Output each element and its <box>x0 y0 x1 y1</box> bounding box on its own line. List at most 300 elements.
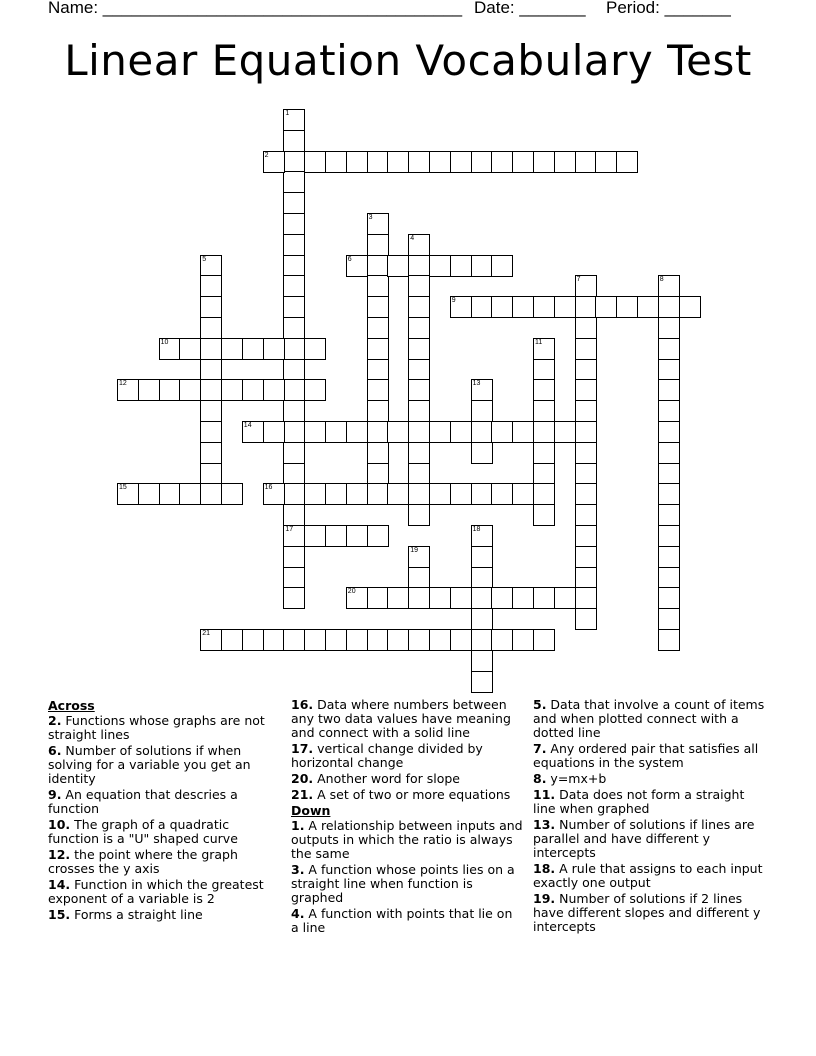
cell-letter-input[interactable] <box>264 630 284 650</box>
crossword-cell[interactable] <box>242 338 264 360</box>
crossword-cell[interactable] <box>367 442 389 464</box>
crossword-cell[interactable] <box>325 525 347 547</box>
cell-letter-input[interactable] <box>409 505 429 525</box>
cell-letter-input[interactable] <box>659 484 679 504</box>
cell-letter-input[interactable] <box>513 630 533 650</box>
crossword-cell[interactable] <box>471 151 493 173</box>
cell-letter-input[interactable] <box>284 256 304 276</box>
cell-letter-input[interactable] <box>617 297 637 317</box>
cell-letter-input[interactable] <box>534 588 554 608</box>
cell-letter-input[interactable] <box>284 505 304 525</box>
crossword-cell[interactable] <box>221 483 243 505</box>
cell-letter-input[interactable] <box>576 464 596 484</box>
crossword-cell[interactable] <box>408 400 430 422</box>
cell-letter-input[interactable] <box>201 464 221 484</box>
cell-letter-input[interactable] <box>451 630 471 650</box>
cell-letter-input[interactable] <box>368 422 388 442</box>
cell-letter-input[interactable] <box>284 172 304 192</box>
crossword-cell[interactable] <box>367 400 389 422</box>
crossword-cell[interactable] <box>304 629 326 651</box>
cell-letter-input[interactable] <box>659 547 679 567</box>
cell-letter-input[interactable] <box>409 568 429 588</box>
cell-letter-input[interactable] <box>409 484 429 504</box>
cell-letter-input[interactable] <box>139 380 159 400</box>
cell-letter-input[interactable] <box>305 152 325 172</box>
cell-letter-input[interactable] <box>368 630 388 650</box>
crossword-cell[interactable] <box>283 504 305 526</box>
crossword-cell[interactable] <box>367 296 389 318</box>
crossword-cell[interactable] <box>200 296 222 318</box>
crossword-cell[interactable] <box>200 629 222 651</box>
cell-letter-input[interactable] <box>409 422 429 442</box>
crossword-cell[interactable] <box>658 338 680 360</box>
crossword-cell[interactable] <box>283 171 305 193</box>
crossword-cell[interactable] <box>471 255 493 277</box>
cell-letter-input[interactable] <box>451 152 471 172</box>
cell-letter-input[interactable] <box>576 380 596 400</box>
crossword-cell[interactable] <box>367 483 389 505</box>
crossword-cell[interactable] <box>283 275 305 297</box>
crossword-cell[interactable] <box>242 421 264 443</box>
cell-letter-input[interactable] <box>659 526 679 546</box>
cell-letter-input[interactable] <box>409 630 429 650</box>
cell-letter-input[interactable] <box>347 484 367 504</box>
cell-letter-input[interactable] <box>264 422 284 442</box>
crossword-cell[interactable] <box>512 629 534 651</box>
crossword-cell[interactable] <box>367 317 389 339</box>
cell-letter-input[interactable] <box>534 152 554 172</box>
cell-letter-input[interactable] <box>368 318 388 338</box>
cell-letter-input[interactable] <box>555 152 575 172</box>
crossword-cell[interactable] <box>658 400 680 422</box>
cell-letter-input[interactable] <box>409 235 429 255</box>
cell-letter-input[interactable] <box>222 380 242 400</box>
cell-letter-input[interactable] <box>409 380 429 400</box>
cell-letter-input[interactable] <box>472 380 492 400</box>
crossword-cell[interactable] <box>658 525 680 547</box>
crossword-cell[interactable] <box>283 442 305 464</box>
crossword-cell[interactable] <box>283 379 305 401</box>
crossword-cell[interactable] <box>408 151 430 173</box>
cell-letter-input[interactable] <box>659 318 679 338</box>
crossword-cell[interactable] <box>283 359 305 381</box>
cell-letter-input[interactable] <box>368 484 388 504</box>
crossword-cell[interactable] <box>283 317 305 339</box>
crossword-cell[interactable] <box>263 379 285 401</box>
cell-letter-input[interactable] <box>243 339 263 359</box>
cell-letter-input[interactable] <box>284 339 304 359</box>
cell-letter-input[interactable] <box>534 422 554 442</box>
cell-letter-input[interactable] <box>368 443 388 463</box>
cell-letter-input[interactable] <box>284 464 304 484</box>
cell-letter-input[interactable] <box>576 568 596 588</box>
cell-letter-input[interactable] <box>492 422 512 442</box>
cell-letter-input[interactable] <box>596 152 616 172</box>
cell-letter-input[interactable] <box>264 484 284 504</box>
cell-letter-input[interactable] <box>492 297 512 317</box>
cell-letter-input[interactable] <box>472 422 492 442</box>
cell-letter-input[interactable] <box>472 609 492 629</box>
crossword-cell[interactable] <box>658 546 680 568</box>
cell-letter-input[interactable] <box>576 526 596 546</box>
cell-letter-input[interactable] <box>347 152 367 172</box>
crossword-cell[interactable] <box>408 629 430 651</box>
crossword-cell[interactable] <box>408 317 430 339</box>
cell-letter-input[interactable] <box>201 484 221 504</box>
cell-letter-input[interactable] <box>513 484 533 504</box>
cell-letter-input[interactable] <box>409 318 429 338</box>
cell-letter-input[interactable] <box>201 297 221 317</box>
cell-letter-input[interactable] <box>368 464 388 484</box>
crossword-cell[interactable] <box>533 442 555 464</box>
cell-letter-input[interactable] <box>284 588 304 608</box>
name-field[interactable]: Name: ______________________________________ <box>48 0 463 17</box>
crossword-cell[interactable] <box>575 338 597 360</box>
crossword-cell[interactable] <box>263 151 285 173</box>
cell-letter-input[interactable] <box>284 422 304 442</box>
crossword-cell[interactable] <box>346 587 368 609</box>
cell-letter-input[interactable] <box>284 547 304 567</box>
crossword-cell[interactable] <box>658 587 680 609</box>
crossword-cell[interactable] <box>575 359 597 381</box>
crossword-cell[interactable] <box>325 629 347 651</box>
cell-letter-input[interactable] <box>659 422 679 442</box>
cell-letter-input[interactable] <box>368 339 388 359</box>
crossword-cell[interactable] <box>450 483 472 505</box>
cell-letter-input[interactable] <box>659 380 679 400</box>
crossword-cell[interactable] <box>491 483 513 505</box>
cell-letter-input[interactable] <box>409 443 429 463</box>
crossword-cell[interactable] <box>491 587 513 609</box>
crossword-cell[interactable] <box>575 567 597 589</box>
crossword-cell[interactable] <box>159 338 181 360</box>
crossword-cell[interactable] <box>616 296 638 318</box>
cell-letter-input[interactable] <box>305 484 325 504</box>
cell-letter-input[interactable] <box>368 214 388 234</box>
crossword-cell[interactable] <box>346 421 368 443</box>
crossword-cell[interactable] <box>346 151 368 173</box>
crossword-cell[interactable] <box>533 421 555 443</box>
cell-letter-input[interactable] <box>284 630 304 650</box>
cell-letter-input[interactable] <box>617 152 637 172</box>
crossword-cell[interactable] <box>471 421 493 443</box>
crossword-cell[interactable] <box>575 483 597 505</box>
crossword-cell[interactable] <box>429 483 451 505</box>
crossword-cell[interactable] <box>637 296 659 318</box>
cell-letter-input[interactable] <box>430 152 450 172</box>
cell-letter-input[interactable] <box>305 422 325 442</box>
crossword-cell[interactable] <box>491 151 513 173</box>
crossword-cell[interactable] <box>325 483 347 505</box>
crossword-cell[interactable] <box>200 275 222 297</box>
crossword-cell[interactable] <box>200 338 222 360</box>
cell-letter-input[interactable] <box>451 297 471 317</box>
crossword-cell[interactable] <box>575 546 597 568</box>
crossword-cell[interactable] <box>367 525 389 547</box>
cell-letter-input[interactable] <box>472 588 492 608</box>
cell-letter-input[interactable] <box>347 526 367 546</box>
cell-letter-input[interactable] <box>201 276 221 296</box>
cell-letter-input[interactable] <box>243 630 263 650</box>
crossword-cell[interactable] <box>450 296 472 318</box>
cell-letter-input[interactable] <box>472 568 492 588</box>
crossword-cell[interactable] <box>117 483 139 505</box>
cell-letter-input[interactable] <box>139 484 159 504</box>
cell-letter-input[interactable] <box>388 630 408 650</box>
cell-letter-input[interactable] <box>492 152 512 172</box>
cell-letter-input[interactable] <box>451 422 471 442</box>
cell-letter-input[interactable] <box>555 297 575 317</box>
crossword-cell[interactable] <box>200 359 222 381</box>
cell-letter-input[interactable] <box>347 256 367 276</box>
period-field[interactable]: Period: _______ <box>606 0 731 17</box>
cell-letter-input[interactable] <box>409 339 429 359</box>
crossword-cell[interactable] <box>512 296 534 318</box>
crossword-cell[interactable] <box>367 275 389 297</box>
crossword-cell[interactable] <box>471 546 493 568</box>
crossword-cell[interactable] <box>575 400 597 422</box>
cell-letter-input[interactable] <box>180 380 200 400</box>
crossword-cell[interactable] <box>533 359 555 381</box>
cell-letter-input[interactable] <box>534 505 554 525</box>
crossword-cell[interactable] <box>450 255 472 277</box>
crossword-cell[interactable] <box>283 567 305 589</box>
crossword-cell[interactable] <box>512 483 534 505</box>
crossword-cell[interactable] <box>408 421 430 443</box>
cell-letter-input[interactable] <box>451 588 471 608</box>
crossword-cell[interactable] <box>367 359 389 381</box>
crossword-cell[interactable] <box>533 483 555 505</box>
crossword-cell[interactable] <box>533 296 555 318</box>
crossword-cell[interactable] <box>575 587 597 609</box>
cell-letter-input[interactable] <box>388 484 408 504</box>
cell-letter-input[interactable] <box>472 443 492 463</box>
crossword-cell[interactable] <box>512 151 534 173</box>
crossword-cell[interactable] <box>367 587 389 609</box>
cell-letter-input[interactable] <box>284 214 304 234</box>
crossword-cell[interactable] <box>325 421 347 443</box>
crossword-cell[interactable] <box>491 629 513 651</box>
crossword-cell[interactable] <box>658 275 680 297</box>
cell-letter-input[interactable] <box>284 152 304 172</box>
cell-letter-input[interactable] <box>430 422 450 442</box>
cell-letter-input[interactable] <box>409 152 429 172</box>
crossword-cell[interactable] <box>242 379 264 401</box>
crossword-cell[interactable] <box>221 629 243 651</box>
cell-letter-input[interactable] <box>534 401 554 421</box>
crossword-cell[interactable] <box>283 546 305 568</box>
cell-letter-input[interactable] <box>576 401 596 421</box>
crossword-cell[interactable] <box>429 151 451 173</box>
cell-letter-input[interactable] <box>264 380 284 400</box>
cell-letter-input[interactable] <box>243 422 263 442</box>
crossword-cell[interactable] <box>533 587 555 609</box>
cell-letter-input[interactable] <box>472 297 492 317</box>
crossword-cell[interactable] <box>658 296 680 318</box>
cell-letter-input[interactable] <box>534 630 554 650</box>
cell-letter-input[interactable] <box>451 256 471 276</box>
crossword-cell[interactable] <box>491 255 513 277</box>
cell-letter-input[interactable] <box>284 568 304 588</box>
cell-letter-input[interactable] <box>472 256 492 276</box>
cell-letter-input[interactable] <box>513 152 533 172</box>
crossword-cell[interactable] <box>429 255 451 277</box>
crossword-cell[interactable] <box>658 421 680 443</box>
crossword-cell[interactable] <box>346 255 368 277</box>
cell-letter-input[interactable] <box>368 360 388 380</box>
crossword-cell[interactable] <box>554 151 576 173</box>
crossword-cell[interactable] <box>658 504 680 526</box>
cell-letter-input[interactable] <box>576 297 596 317</box>
crossword-cell[interactable] <box>575 504 597 526</box>
crossword-cell[interactable] <box>658 379 680 401</box>
cell-letter-input[interactable] <box>201 630 221 650</box>
cell-letter-input[interactable] <box>472 651 492 671</box>
crossword-cell[interactable] <box>408 338 430 360</box>
crossword-cell[interactable] <box>346 525 368 547</box>
cell-letter-input[interactable] <box>284 297 304 317</box>
cell-letter-input[interactable] <box>201 401 221 421</box>
cell-letter-input[interactable] <box>409 276 429 296</box>
crossword-cell[interactable] <box>554 587 576 609</box>
crossword-cell[interactable] <box>533 504 555 526</box>
cell-letter-input[interactable] <box>576 588 596 608</box>
crossword-cell[interactable] <box>367 151 389 173</box>
cell-letter-input[interactable] <box>555 588 575 608</box>
cell-letter-input[interactable] <box>368 256 388 276</box>
crossword-cell[interactable] <box>387 629 409 651</box>
crossword-cell[interactable] <box>263 421 285 443</box>
cell-letter-input[interactable] <box>222 484 242 504</box>
cell-letter-input[interactable] <box>534 360 554 380</box>
cell-letter-input[interactable] <box>659 360 679 380</box>
crossword-cell[interactable] <box>471 587 493 609</box>
crossword-cell[interactable] <box>304 421 326 443</box>
cell-letter-input[interactable] <box>201 380 221 400</box>
cell-letter-input[interactable] <box>388 152 408 172</box>
cell-letter-input[interactable] <box>201 443 221 463</box>
cell-letter-input[interactable] <box>305 526 325 546</box>
cell-letter-input[interactable] <box>534 297 554 317</box>
crossword-cell[interactable] <box>471 525 493 547</box>
crossword-cell[interactable] <box>200 442 222 464</box>
crossword-cell[interactable] <box>471 671 493 693</box>
crossword-cell[interactable] <box>658 463 680 485</box>
cell-letter-input[interactable] <box>284 318 304 338</box>
crossword-cell[interactable] <box>658 317 680 339</box>
cell-letter-input[interactable] <box>576 276 596 296</box>
crossword-cell[interactable] <box>283 234 305 256</box>
cell-letter-input[interactable] <box>347 630 367 650</box>
crossword-cell[interactable] <box>304 338 326 360</box>
crossword-cell[interactable] <box>575 275 597 297</box>
crossword-cell[interactable] <box>533 629 555 651</box>
crossword-cell[interactable] <box>304 151 326 173</box>
cell-letter-input[interactable] <box>659 339 679 359</box>
crossword-cell[interactable] <box>408 255 430 277</box>
crossword-cell[interactable] <box>533 379 555 401</box>
crossword-cell[interactable] <box>283 421 305 443</box>
crossword-cell[interactable] <box>387 151 409 173</box>
crossword-cell[interactable] <box>450 587 472 609</box>
cell-letter-input[interactable] <box>388 588 408 608</box>
crossword-cell[interactable] <box>408 275 430 297</box>
cell-letter-input[interactable] <box>659 630 679 650</box>
crossword-cell[interactable] <box>658 483 680 505</box>
crossword-cell[interactable] <box>283 400 305 422</box>
crossword-cell[interactable] <box>387 421 409 443</box>
crossword-cell[interactable] <box>658 608 680 630</box>
crossword-cell[interactable] <box>138 379 160 401</box>
crossword-cell[interactable] <box>283 255 305 277</box>
cell-letter-input[interactable] <box>305 380 325 400</box>
crossword-cell[interactable] <box>408 463 430 485</box>
crossword-cell[interactable] <box>283 463 305 485</box>
crossword-cell[interactable] <box>138 483 160 505</box>
crossword-cell[interactable] <box>221 338 243 360</box>
cell-letter-input[interactable] <box>201 360 221 380</box>
cell-letter-input[interactable] <box>451 484 471 504</box>
crossword-cell[interactable] <box>221 379 243 401</box>
cell-letter-input[interactable] <box>472 401 492 421</box>
crossword-cell[interactable] <box>408 234 430 256</box>
cell-letter-input[interactable] <box>513 588 533 608</box>
cell-letter-input[interactable] <box>388 256 408 276</box>
crossword-cell[interactable] <box>387 483 409 505</box>
crossword-cell[interactable] <box>554 296 576 318</box>
date-field[interactable]: Date: _______ <box>474 0 586 17</box>
cell-letter-input[interactable] <box>368 297 388 317</box>
cell-letter-input[interactable] <box>284 380 304 400</box>
crossword-cell[interactable] <box>575 608 597 630</box>
cell-letter-input[interactable] <box>409 256 429 276</box>
crossword-cell[interactable] <box>512 421 534 443</box>
cell-letter-input[interactable] <box>409 297 429 317</box>
crossword-cell[interactable] <box>408 567 430 589</box>
cell-letter-input[interactable] <box>430 588 450 608</box>
cell-letter-input[interactable] <box>659 401 679 421</box>
cell-letter-input[interactable] <box>368 588 388 608</box>
cell-letter-input[interactable] <box>576 339 596 359</box>
crossword-cell[interactable] <box>616 151 638 173</box>
crossword-cell[interactable] <box>179 379 201 401</box>
crossword-cell[interactable] <box>533 338 555 360</box>
crossword-cell[interactable] <box>471 483 493 505</box>
crossword-cell[interactable] <box>408 546 430 568</box>
cell-letter-input[interactable] <box>430 484 450 504</box>
cell-letter-input[interactable] <box>638 297 658 317</box>
cell-letter-input[interactable] <box>513 297 533 317</box>
cell-letter-input[interactable] <box>659 568 679 588</box>
crossword-cell[interactable] <box>408 504 430 526</box>
cell-letter-input[interactable] <box>576 422 596 442</box>
cell-letter-input[interactable] <box>326 152 346 172</box>
cell-letter-input[interactable] <box>264 152 284 172</box>
cell-letter-input[interactable] <box>284 110 304 130</box>
cell-letter-input[interactable] <box>492 484 512 504</box>
cell-letter-input[interactable] <box>472 672 492 692</box>
crossword-cell[interactable] <box>471 608 493 630</box>
crossword-cell[interactable] <box>471 567 493 589</box>
crossword-cell[interactable] <box>429 587 451 609</box>
cell-letter-input[interactable] <box>534 464 554 484</box>
crossword-cell[interactable] <box>283 109 305 131</box>
crossword-cell[interactable] <box>159 379 181 401</box>
cell-letter-input[interactable] <box>534 339 554 359</box>
crossword-cell[interactable] <box>408 442 430 464</box>
cell-letter-input[interactable] <box>284 235 304 255</box>
crossword-cell[interactable] <box>179 338 201 360</box>
